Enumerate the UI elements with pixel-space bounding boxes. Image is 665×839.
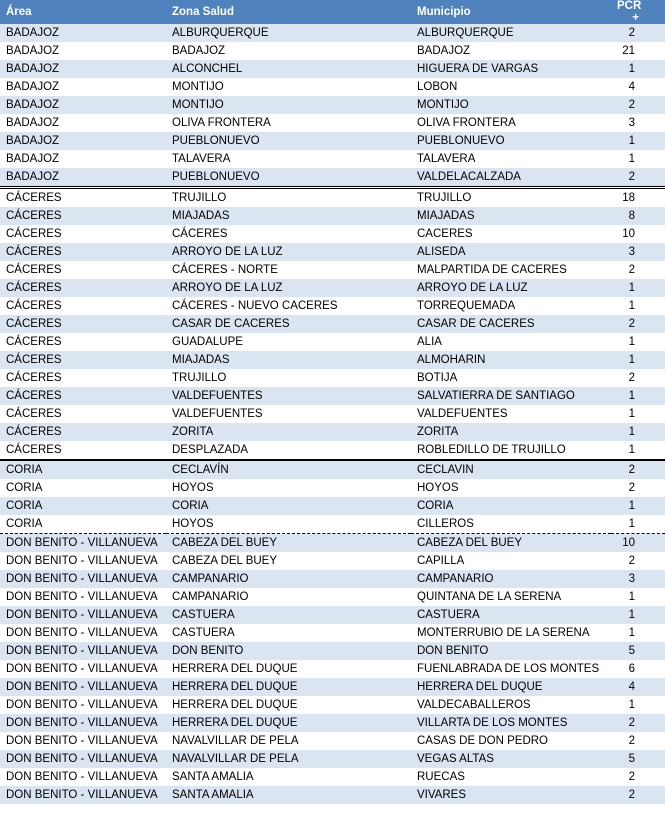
- table-row: [0, 786, 665, 804]
- cell-zona-salud: DESPLAZADA: [172, 444, 249, 456]
- cell-municipio: TRUJILLO: [411, 188, 611, 208]
- cell-zona-salud: SANTA AMALIA: [172, 771, 254, 783]
- cell-pcr: 1: [628, 444, 635, 456]
- cell-area: BADAJOZ: [0, 96, 166, 114]
- table-row: [0, 479, 665, 497]
- cell-area: CORIA: [0, 460, 166, 479]
- cell-area: DON BENITO - VILLANUEVA: [0, 714, 166, 732]
- cell-municipio: ALMOHARIN: [411, 351, 611, 369]
- cell-municipio: BOTIJA: [417, 372, 458, 384]
- table-row: [0, 423, 665, 441]
- table-row: [0, 168, 665, 188]
- cell-pcr: 3: [628, 117, 635, 129]
- cell-pcr: 2: [628, 372, 635, 384]
- cell-area: BADAJOZ: [6, 81, 60, 93]
- cell-zona-salud: VALDEFUENTES: [172, 408, 263, 420]
- table-row: [0, 441, 665, 460]
- cell-pcr: 1: [628, 627, 635, 639]
- table-row: [0, 207, 665, 225]
- cell-area: CÁCERES: [0, 188, 166, 208]
- table-row: [0, 552, 665, 570]
- cell-zona-salud: ZORITA: [166, 423, 411, 441]
- table-row: [0, 497, 665, 515]
- cell-zona-salud: HERRERA DEL DUQUE: [166, 678, 411, 696]
- table-row: [0, 261, 665, 279]
- cell-municipio: SALVATIERRA DE SANTIAGO: [411, 387, 611, 405]
- cell-area: CÁCERES: [6, 336, 62, 348]
- cell-area: DON BENITO - VILLANUEVA: [0, 786, 166, 804]
- cell-municipio: FUENLABRADA DE LOS MONTES: [417, 663, 600, 675]
- cell-municipio: CORIA: [411, 497, 611, 515]
- cell-pcr: 1: [611, 497, 665, 515]
- table-row: [0, 96, 665, 114]
- cell-area: CÁCERES: [0, 351, 166, 369]
- table-row: [0, 588, 665, 606]
- cell-pcr: 4: [628, 81, 635, 93]
- cell-pcr: 3: [611, 243, 665, 261]
- cell-zona-salud: MONTIJO: [172, 81, 224, 93]
- cell-pcr: 1: [611, 351, 665, 369]
- table-row: [0, 42, 665, 60]
- cell-pcr: 2: [611, 315, 665, 333]
- table-row: [0, 150, 665, 168]
- table-row: [0, 279, 665, 297]
- table-header-row: [0, 0, 665, 24]
- cell-municipio: CASAR DE CACERES: [411, 315, 611, 333]
- cell-municipio: MONTERRUBIO DE LA SERENA: [417, 627, 590, 639]
- table-row: [0, 515, 665, 534]
- cell-pcr: 2: [628, 555, 635, 567]
- cell-zona-salud: CABEZA DEL BUEY: [172, 555, 278, 567]
- cell-municipio: VEGAS ALTAS: [411, 750, 611, 768]
- cell-zona-salud: NAVALVILLAR DE PELA: [166, 750, 411, 768]
- cell-municipio: BADAJOZ: [417, 45, 471, 57]
- cell-pcr: 1: [628, 518, 635, 530]
- cell-pcr: 1: [628, 408, 635, 420]
- cell-zona-salud: CÁCERES - NORTE: [172, 264, 278, 276]
- cell-municipio: RUECAS: [417, 771, 465, 783]
- cell-municipio: VILLARTA DE LOS MONTES: [411, 714, 611, 732]
- cell-municipio: ROBLEDILLO DE TRUJILLO: [417, 444, 566, 456]
- cell-pcr: 2: [628, 771, 635, 783]
- cell-zona-salud: SANTA AMALIA: [166, 786, 411, 804]
- cell-area: CORIA: [6, 518, 43, 530]
- cell-zona-salud: GUADALUPE: [172, 336, 243, 348]
- cell-zona-salud: CAMPANARIO: [172, 591, 249, 603]
- cell-municipio: CASAS DE DON PEDRO: [417, 735, 548, 747]
- cell-area: CÁCERES: [6, 300, 62, 312]
- cell-municipio: VALDELACALZADA: [411, 168, 611, 188]
- cell-municipio: ZORITA: [411, 423, 611, 441]
- cell-zona-salud: CECLAVÍN: [166, 460, 411, 479]
- table-row: [0, 60, 665, 78]
- cell-municipio: VALDECABALLEROS: [417, 699, 531, 711]
- cell-zona-salud: TALAVERA: [172, 153, 231, 165]
- cell-area: DON BENITO - VILLANUEVA: [6, 735, 158, 747]
- cell-area: CORIA: [0, 497, 166, 515]
- cell-zona-salud: ARROYO DE LA LUZ: [166, 279, 411, 297]
- cell-area: DON BENITO - VILLANUEVA: [6, 771, 158, 783]
- cell-zona-salud: NAVALVILLAR DE PELA: [172, 735, 299, 747]
- cell-municipio: ALISEDA: [411, 243, 611, 261]
- cell-zona-salud: BADAJOZ: [172, 45, 226, 57]
- cell-municipio: CACERES: [417, 228, 473, 240]
- cell-area: BADAJOZ: [0, 24, 166, 42]
- cell-zona-salud: CÁCERES: [172, 228, 228, 240]
- cell-municipio: CAPILLA: [417, 555, 465, 567]
- cell-zona-salud: HERRERA DEL DUQUE: [172, 663, 298, 675]
- table-row: [0, 570, 665, 588]
- cell-pcr: 3: [611, 570, 665, 588]
- cell-area: CÁCERES: [6, 264, 62, 276]
- cell-pcr: 2: [611, 24, 665, 42]
- cell-zona-salud: CORIA: [166, 497, 411, 515]
- cell-municipio: ALBURQUERQUE: [411, 24, 611, 42]
- table-row: [0, 732, 665, 750]
- cell-area: DON BENITO - VILLANUEVA: [0, 534, 166, 553]
- cell-area: DON BENITO - VILLANUEVA: [6, 663, 158, 675]
- cell-zona-salud: ALBURQUERQUE: [166, 24, 411, 42]
- cell-municipio: OLIVA FRONTERA: [417, 117, 516, 129]
- cell-municipio: CASTUERA: [411, 606, 611, 624]
- header-pcr: PCR +: [611, 0, 665, 24]
- table-row: [0, 714, 665, 732]
- table-row: [0, 405, 665, 423]
- cell-zona-salud: MIAJADAS: [166, 351, 411, 369]
- cell-pcr: 1: [611, 606, 665, 624]
- cell-area: DON BENITO - VILLANUEVA: [0, 642, 166, 660]
- table-row: [0, 225, 665, 243]
- cell-zona-salud: CABEZA DEL BUEY: [166, 534, 411, 553]
- table-row: [0, 78, 665, 96]
- table-row: [0, 387, 665, 405]
- header-area: Área: [0, 0, 166, 24]
- table-row: [0, 750, 665, 768]
- cell-pcr: 18: [611, 188, 665, 208]
- cell-zona-salud: DON BENITO: [166, 642, 411, 660]
- cell-pcr: 5: [611, 642, 665, 660]
- cell-municipio: VIVARES: [411, 786, 611, 804]
- cell-pcr: 2: [628, 482, 635, 494]
- table-row: [0, 606, 665, 624]
- cell-zona-salud: HERRERA DEL DUQUE: [166, 714, 411, 732]
- table-row: [0, 243, 665, 261]
- table-row: [0, 315, 665, 333]
- table-row: [0, 660, 665, 678]
- cell-pcr: 2: [628, 264, 635, 276]
- cell-area: BADAJOZ: [6, 153, 60, 165]
- cell-area: BADAJOZ: [6, 45, 60, 57]
- cell-area: CÁCERES: [0, 279, 166, 297]
- cell-area: DON BENITO - VILLANUEVA: [0, 606, 166, 624]
- header-municipio: Municipio: [411, 0, 611, 24]
- cell-municipio: TORREQUEMADA: [417, 300, 516, 312]
- cell-pcr: 1: [611, 60, 665, 78]
- cell-area: CÁCERES: [0, 423, 166, 441]
- table-row: [0, 297, 665, 315]
- table-row: [0, 624, 665, 642]
- table-row: [0, 24, 665, 42]
- cell-pcr: 1: [611, 387, 665, 405]
- cell-municipio: QUINTANA DE LA SERENA: [417, 591, 562, 603]
- cell-municipio: MIAJADAS: [411, 207, 611, 225]
- cell-pcr: 1: [628, 336, 635, 348]
- cell-pcr: 1: [628, 153, 635, 165]
- cell-pcr: 2: [628, 735, 635, 747]
- table-body: [0, 24, 665, 804]
- cell-municipio: TALAVERA: [417, 153, 476, 165]
- table-row: [0, 460, 665, 479]
- cell-area: DON BENITO - VILLANUEVA: [0, 678, 166, 696]
- cell-zona-salud: CASTUERA: [166, 606, 411, 624]
- cell-pcr: 21: [622, 45, 635, 57]
- cell-area: BADAJOZ: [0, 168, 166, 188]
- cell-pcr: 1: [611, 279, 665, 297]
- cell-municipio: PUEBLONUEVO: [411, 132, 611, 150]
- cell-area: BADAJOZ: [0, 132, 166, 150]
- cell-municipio: ALIA: [417, 336, 442, 348]
- cell-zona-salud: VALDEFUENTES: [166, 387, 411, 405]
- cell-pcr: 6: [628, 663, 635, 675]
- cell-pcr: 2: [611, 786, 665, 804]
- table-row: [0, 132, 665, 150]
- cell-area: CÁCERES: [0, 315, 166, 333]
- cell-zona-salud: OLIVA FRONTERA: [172, 117, 271, 129]
- table-row: [0, 768, 665, 786]
- cell-pcr: 10: [611, 534, 665, 553]
- cell-pcr: 1: [611, 423, 665, 441]
- cell-area: CÁCERES: [6, 444, 62, 456]
- table-row: [0, 188, 665, 208]
- table-row: [0, 642, 665, 660]
- cell-area: CÁCERES: [0, 387, 166, 405]
- cell-zona-salud: ARROYO DE LA LUZ: [166, 243, 411, 261]
- cell-pcr: 10: [622, 228, 635, 240]
- cell-zona-salud: PUEBLONUEVO: [166, 168, 411, 188]
- cell-zona-salud: ALCONCHEL: [166, 60, 411, 78]
- cell-area: DON BENITO - VILLANUEVA: [6, 699, 158, 711]
- cell-municipio: MALPARTIDA DE CACERES: [417, 264, 567, 276]
- cell-municipio: ARROYO DE LA LUZ: [411, 279, 611, 297]
- cell-pcr: 8: [611, 207, 665, 225]
- cell-zona-salud: CASAR DE CACERES: [166, 315, 411, 333]
- cell-pcr: 1: [611, 132, 665, 150]
- cell-municipio: CABEZA DEL BUEY: [411, 534, 611, 553]
- table-row: [0, 696, 665, 714]
- cell-area: BADAJOZ: [6, 117, 60, 129]
- cell-municipio: CECLAVIN: [411, 460, 611, 479]
- cell-area: DON BENITO - VILLANUEVA: [0, 570, 166, 588]
- cell-area: DON BENITO - VILLANUEVA: [6, 627, 158, 639]
- table-row: [0, 333, 665, 351]
- cell-municipio: DON BENITO: [411, 642, 611, 660]
- table-row: [0, 534, 665, 553]
- cell-pcr: 2: [611, 460, 665, 479]
- cell-municipio: LOBON: [417, 81, 458, 93]
- cell-area: BADAJOZ: [0, 60, 166, 78]
- cell-zona-salud: CAMPANARIO: [166, 570, 411, 588]
- cell-zona-salud: CASTUERA: [172, 627, 235, 639]
- cell-area: CÁCERES: [6, 372, 62, 384]
- cell-municipio: CILLEROS: [417, 518, 474, 530]
- header-zona-salud: Zona Salud: [166, 0, 411, 24]
- cell-area: DON BENITO - VILLANUEVA: [0, 750, 166, 768]
- cell-municipio: VALDEFUENTES: [417, 408, 508, 420]
- cell-pcr: 2: [611, 96, 665, 114]
- cell-zona-salud: TRUJILLO: [166, 188, 411, 208]
- cell-zona-salud: CÁCERES - NUEVO CACERES: [172, 300, 338, 312]
- table-row: [0, 114, 665, 132]
- table-row: [0, 678, 665, 696]
- cell-area: CÁCERES: [6, 408, 62, 420]
- cell-area: CÁCERES: [0, 207, 166, 225]
- cell-pcr: 1: [628, 591, 635, 603]
- cell-municipio: HERRERA DEL DUQUE: [411, 678, 611, 696]
- cell-municipio: CAMPANARIO: [411, 570, 611, 588]
- cell-zona-salud: HERRERA DEL DUQUE: [172, 699, 298, 711]
- cell-municipio: MONTIJO: [411, 96, 611, 114]
- cell-pcr: 2: [611, 714, 665, 732]
- cell-zona-salud: HOYOS: [172, 482, 214, 494]
- cell-pcr: 1: [628, 699, 635, 711]
- cell-pcr: 2: [611, 168, 665, 188]
- table-row: [0, 351, 665, 369]
- cell-municipio: HOYOS: [417, 482, 459, 494]
- cell-pcr: 5: [611, 750, 665, 768]
- cell-area: CÁCERES: [0, 243, 166, 261]
- cell-zona-salud: HOYOS: [172, 518, 214, 530]
- cell-zona-salud: MONTIJO: [166, 96, 411, 114]
- cell-municipio: HIGUERA DE VARGAS: [411, 60, 611, 78]
- cell-pcr: 1: [628, 300, 635, 312]
- cell-zona-salud: MIAJADAS: [166, 207, 411, 225]
- cell-pcr: 4: [611, 678, 665, 696]
- cell-area: DON BENITO - VILLANUEVA: [6, 591, 158, 603]
- table-row: [0, 369, 665, 387]
- cell-zona-salud: PUEBLONUEVO: [166, 132, 411, 150]
- cell-area: CORIA: [6, 482, 43, 494]
- cell-zona-salud: TRUJILLO: [172, 372, 227, 384]
- cell-area: CÁCERES: [6, 228, 62, 240]
- cell-area: DON BENITO - VILLANUEVA: [6, 555, 158, 567]
